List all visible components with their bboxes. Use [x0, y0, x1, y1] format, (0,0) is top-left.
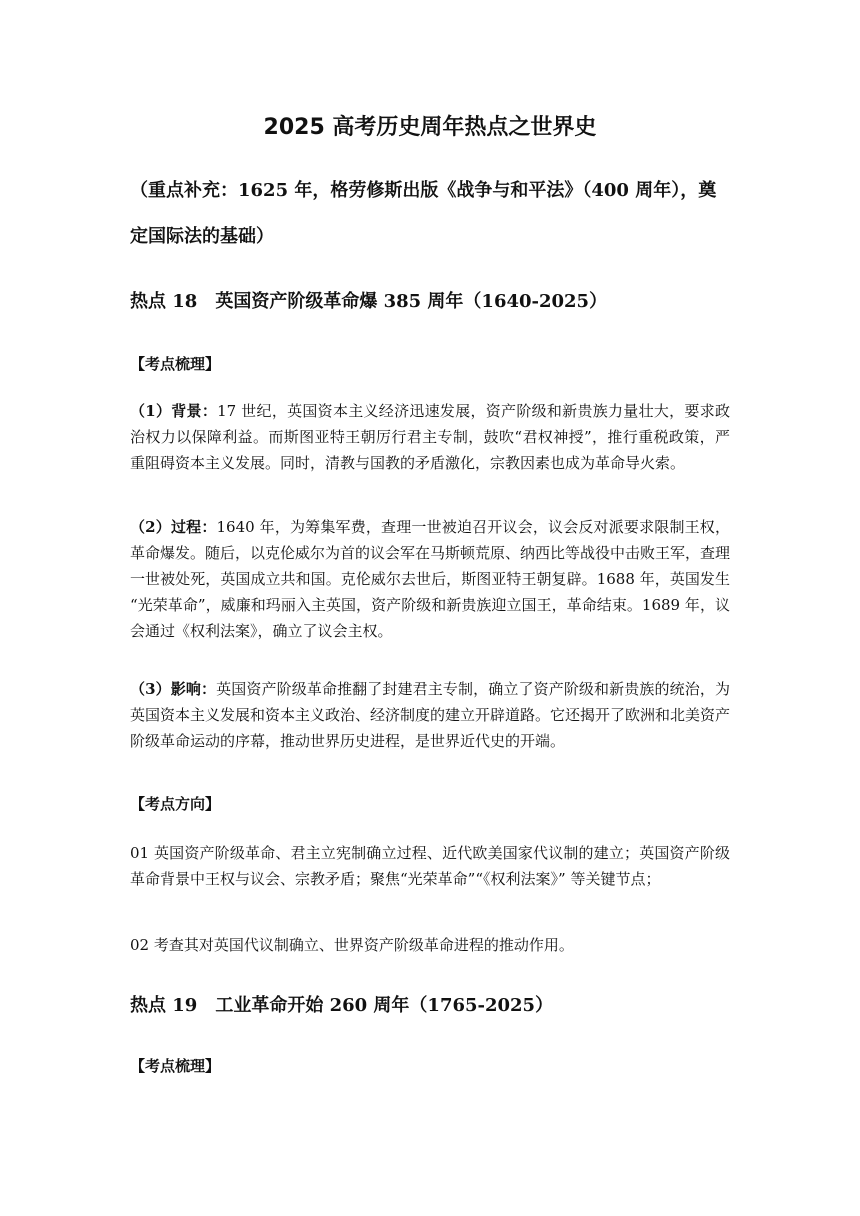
impact-label: （3）影响： [130, 680, 217, 698]
hotspot-18-background-paragraph [130, 398, 730, 476]
hotspot-19-heading: 热点 19 工业革命开始 260 周年（1765-2025） [130, 995, 554, 1016]
hotspot-18-process-paragraph [130, 514, 730, 644]
hotspot-18-direction-tag: 【考点方向】 [130, 795, 221, 813]
hotspot-18-impact-paragraph [130, 676, 730, 754]
process-label: （2）过程： [130, 518, 217, 536]
impact-text: 英国资产阶级革命推翻了封建君主专制，确立了资产阶级和新贵族的统治，为英国资本主义发展和资本主义政治、经济制度的建立开辟道路。它还揭开了欧洲和北美资产阶级革命运动的序幕，推动世界历史进程，是世界近代史的开端。 [130, 680, 731, 750]
document-title: 2025 高考历史周年热点之世界史 [263, 115, 597, 140]
hotspot-18-outline-tag: 【考点梳理】 [130, 355, 221, 373]
hotspot-18-direction-01: 01 英国资产阶级革命、君主立宪制确立过程、近代欧美国家代议制的建立；英国资产阶级革命背景中王权与议会、宗教矛盾；聚焦“光荣革命”“《权利法案》” 等关键节点； [130, 844, 730, 888]
hotspot-19-outline-tag: 【考点梳理】 [130, 1057, 221, 1075]
hotspot-18-heading: 热点 18 英国资产阶级革命爆 385 周年（1640-2025） [130, 291, 608, 312]
key-supplement-note: （重点补充：1625 年，格劳修斯出版《战争与和平法》（400 周年），奠定国际法的基础） [130, 180, 717, 247]
process-text: 1640 年，为筹集军费，查理一世被迫召开议会，议会反对派要求限制王权，革命爆发。随后，以克伦威尔为首的议会军在马斯顿荒原、纳西比等战役中击败王军，查理一世被处死，英国成立共和国。克伦威尔去世后，斯图亚特王朝复辟。1688 年，英国发生 “光荣革命”，威廉和玛丽入主英国，资产阶级和新贵族迎立国王，革命结束。1689 年，议会通过《权利法案》，确立了议会主权。 [130, 518, 731, 640]
hotspot-18-direction-02: 02 考查其对英国代议制确立、世界资产阶级革命进程的推动作用。 [130, 936, 574, 954]
background-text: 17 世纪，英国资本主义经济迅速发展，资产阶级和新贵族力量壮大，要求政治权力以保障利益。而斯图亚特王朝厉行君主专制，鼓吹“君权神授”，推行重税政策，严重阻碍资本主义发展。同时，清教与国教的矛盾激化，宗教因素也成为革命导火索。 [130, 402, 730, 472]
background-label: （1）背景： [130, 402, 218, 420]
